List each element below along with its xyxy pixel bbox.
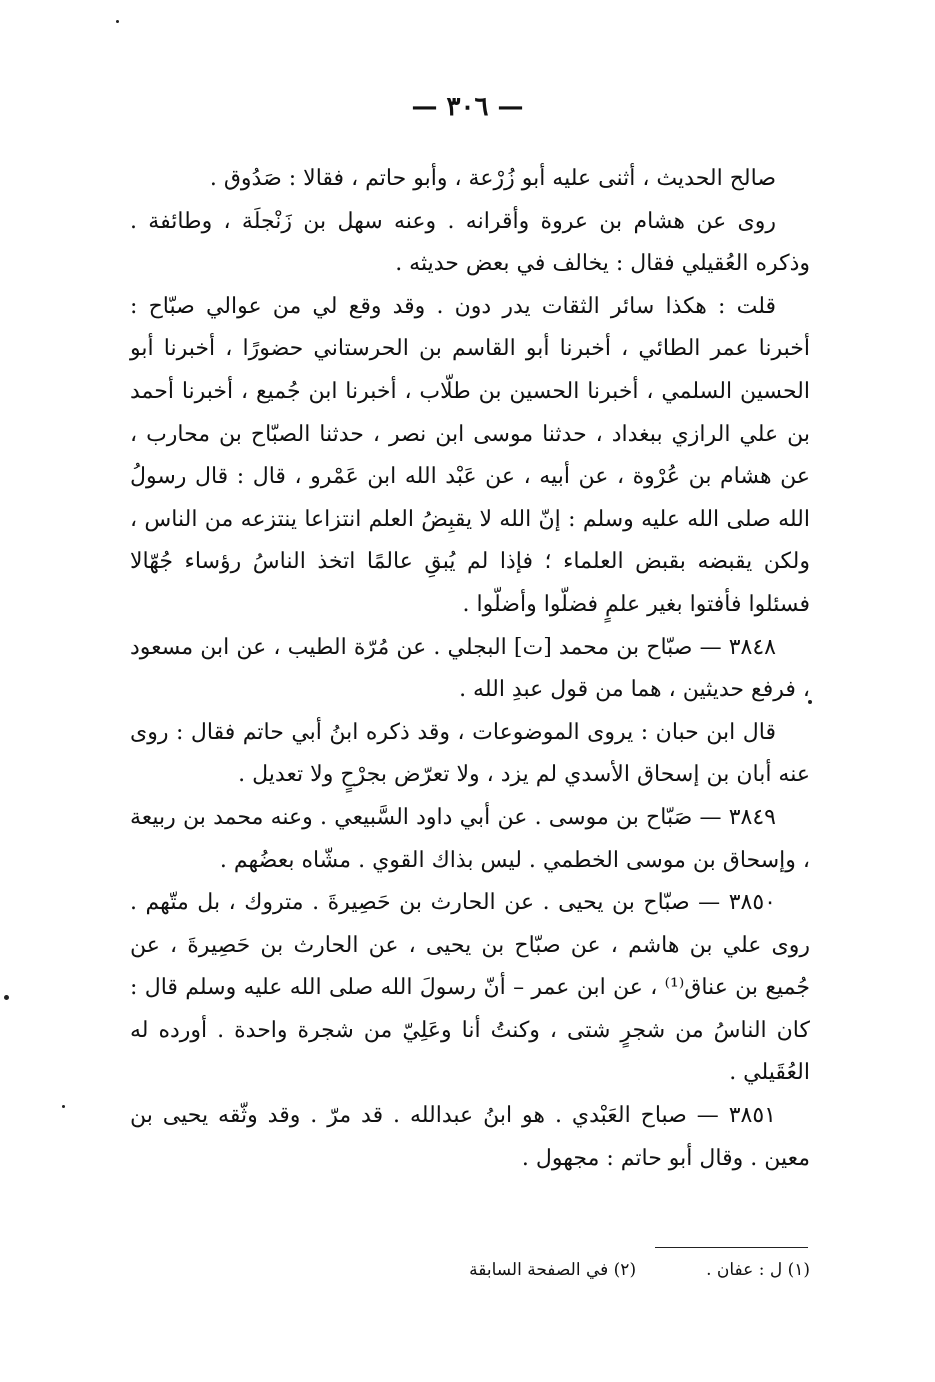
scan-speck [116, 20, 119, 23]
footnotes [380, 1260, 810, 1280]
footnote-2: (٢) في الصفحة السابقة [469, 1260, 637, 1280]
scan-speck [62, 1105, 65, 1108]
scan-speck [4, 995, 9, 1000]
entry-3851: ٣٨٥١ — صباح العَبْدي . هو ابنُ عبدالله . قد مرّ . وقد وثّقه يحيى بن معين . وقال أبو حاتم : مجهول . [130, 1103, 810, 1171]
entry-3848: ٣٨٤٨ — صبّاح بن محمد [ت] البجلي . عن مُرّة الطيب ، عن ابن مسعود ، فرفع حديثين ، هما من قول عبدِ الله . [130, 634, 810, 703]
footnote-1: (١) ل : عفان . [706, 1260, 810, 1280]
paragraph: صالح الحديث ، أثنى عليه أبو زُرْعة ، وأبو حاتم ، فقالا : صَدُوق . [209, 166, 776, 191]
footnote-divider [655, 1247, 808, 1248]
paragraph: روى عن هشام بن عروة وأقرانه . وعنه سهل بن زَنْجلَة ، وطائفة . وذكره العُقيلي فقال : يخالف في بعض حديثه . [130, 208, 810, 277]
paragraph: قال ابن حبان : يروى الموضوعات ، وقد ذكره ابنُ أبي حاتم فقال : روى عنه أبان بن إسحاق الأسدي لم يزد ، ولا تعرّض بجرْحٍ ولا تعديل . [130, 719, 810, 788]
main-text [130, 158, 810, 1180]
entry-3850: ٣٨٥٠ — صبّاح بن يحيى . عن الحارث بن حَصِيرةَ . متروك ، بل متّهم . روى علي بن هاشم ، عن صبّاح بن يحيى ، عن الحارث بن حَصِيرةَ ، عن جُميع بن عناق⁽¹⁾ ، عن ابن عمر – أنّ رسولَ الله صلى الله عليه وسلم قال : كان الناسُ من شجرٍ شتى ، وكنتُ أنا وعَلِيّ من شجرة واحدة . أورده له العُقَيلي . [130, 890, 810, 1086]
paragraph: قلت : هكذا سائر الثقات يدر دون . وقد وقع لي من عوالي صبّاح : أخبرنا عمر الطائي ، أخبرنا أبو القاسم بن الحرستاني حضورًا ، أخبرنا أبو الحسين السلمي ، أخبرنا الحسين بن طلّاب ، أخبرنا ابن جُميع ، أخبرنا أحمد بن علي الرازي ببغداد ، حدثنا موسى ابن نصر ، حدثنا الصبّاح بن محارب ، عن هشام بن عُرْوة ، عن أبيه ، عن عَبْد الله ابن عَمْرو ، قال : قال رسولُ الله صلى الله عليه وسلم : إنّ الله لا يقبِضُ العلم انتزاعا ينتزعه من الناس ، ولكن يقبضه بقبض العلماء ؛ فإذا لم يُبقِ عالمًا اتخذ الناسُ رؤساء جُهّالا فسئلوا فأفتوا بغير علمٍ فضلّوا وأضلّوا . [130, 293, 810, 617]
entry-3849: ٣٨٤٩ — صَبّاح بن موسى . عن أبي داود السَّبيعي . وعنه محمد بن ربيعة ، وإسحاق بن موسى الخطمي . ليس بذاك القوي . مشّاه بعضُهم . [130, 804, 810, 873]
page-number: — ٣٠٦ — [411, 92, 524, 122]
